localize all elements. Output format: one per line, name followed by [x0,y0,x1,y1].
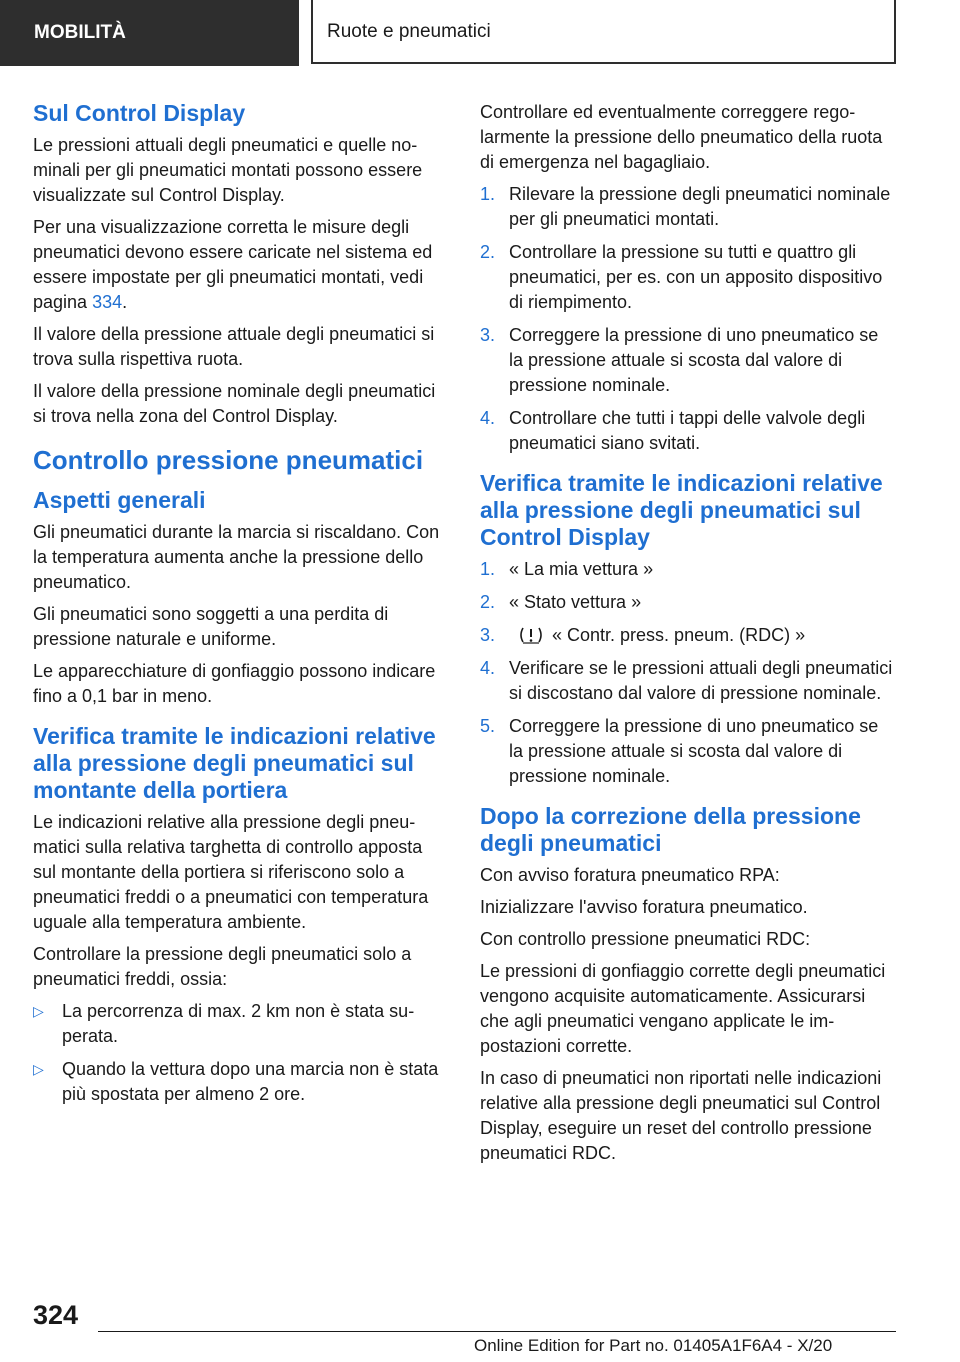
right-column [480,100,894,1173]
heading-verifica-montante: Verifica tramite le indicazioni relative alla pressione degli pneumatici sul montante della portiera [33,723,436,803]
paragraph: Gli pneumatici durante la marcia si riscaldano. Con la temperatura aumenta anche la pressione dello pneumatico. [33,522,440,592]
section-tab: MOBILITÀ [0,0,299,66]
paragraph-text: . [122,292,128,312]
paragraph: Le pressioni attuali degli pneumatici e quelle nominali per gli pneumatici montati possono essere visualizzate sul Control Display. [33,135,423,205]
numbered-list-menu [480,557,894,789]
paragraph: Controllare la pressione degli pneumatici solo a pneumatici freddi, ossia: [33,944,412,989]
paragraph: Controllare ed eventualmente correggere regolarmente la pressione dello pneumatico della ruota di emergenza nel bagagliaio. [480,102,883,172]
edition-label: Online Edition for Part no. 01405A1F6A4 - X/20 [474,1336,833,1355]
list-item: 1. « La mia vettura » [480,559,654,579]
tire-pressure-warning-icon [518,626,544,644]
paragraph: Le pressioni di gonfiaggio corrette degli pneumatici vengono acquisite automaticamente. Assicurarsi che agli pneumatici vengano applicate le impostazioni corrette. [480,961,886,1056]
bullet-list [33,999,447,1107]
left-column [33,100,447,1115]
paragraph: Il valore della pressione attuale degli pneumatici si trova sulla rispettiva ruota. [33,324,435,369]
paragraph-with-link [33,215,447,315]
paragraph: Le apparecchiature di gonfiaggio possono indicare fino a 0,1 bar in meno. [33,661,436,706]
list-item: ▷ La percorrenza di max. 2 km non è stata superata. [33,1001,415,1046]
list-item: 2. « Stato vettura » [480,592,642,612]
chapter-tab: Ruote e pneumatici [311,0,896,64]
heading-dopo-correzione: Dopo la correzione della pressione degli pneumatici [480,803,861,856]
heading-control-display: Sul Control Display [33,100,246,126]
paragraph: Le indicazioni relative alla pressione degli pneumatici sulla relativa targhetta di controllo apposta sul montante della portiera si riferiscono solo a pneumatici freddi o a pneumatici con temperatura uguale alla temperatura ambiente. [33,812,429,932]
list-item: ▷ Quando la vettura dopo una marcia non è stata più spostata per almeno 2 ore. [33,1059,439,1104]
heading-aspetti-generali: Aspetti generali [33,487,206,513]
heading-controllo-pressione: Controllo pressione pneumatici [33,445,424,475]
triangle-bullet-icon: ▷ [33,1061,44,1077]
paragraph: Con avviso foratura pneumatico RPA: [480,865,780,885]
list-item: 1. Rilevare la pressione degli pneumatici nominale per gli pneumatici montati. [480,184,891,229]
list-item: 3. « Contr. press. pneum. (RDC) » [480,625,806,645]
page-reference-link[interactable]: 334 [92,292,123,312]
list-item: 5. Correggere la pressione di uno pneumatico se la pressione attuale si scosta dal valore di pressione nominale. [480,716,879,786]
page-number: 324 [33,1300,79,1330]
paragraph-text: Per una visualizzazione corretta le misure degli pneumatici devono essere caricate nel sistema ed essere impostate per gli pneumatici montati, vedi pagina [33,217,433,312]
paragraph: Con controllo pressione pneumatici RDC: [480,929,811,949]
paragraph: Inizializzare l'avviso foratura pneumatico. [480,897,808,917]
list-item: 4. Verificare se le pressioni attuali degli pneumatici si discostano dal valore di pressione nominale. [480,658,893,703]
list-item: 3. Correggere la pressione di uno pneumatico se la pressione attuale si scosta dal valore di pressione nominale. [480,325,879,395]
paragraph: Gli pneumatici sono soggetti a una perdita di pressione naturale e uniforme. [33,604,389,649]
triangle-bullet-icon: ▷ [33,1003,44,1019]
page-header [0,0,960,66]
list-item: 2. Controllare la pressione su tutti e quattro gli pneumatici, per es. con un apposito dispositivo di riempimento. [480,242,883,312]
paragraph: Il valore della pressione nominale degli pneumatici si trova nella zona del Control Display. [33,381,436,426]
list-item: 4. Controllare che tutti i tappi delle valvole degli pneumatici siano svitati. [480,408,866,453]
numbered-list-steps [480,182,894,456]
footer-divider [98,1331,896,1332]
heading-verifica-display: Verifica tramite le indicazioni relative alla pressione degli pneumatici sul Control Display [480,470,883,550]
paragraph: In caso di pneumatici non riportati nelle indicazioni relative alla pressione degli pneumatici sul Control Display, eseguire un reset del controllo pressione pneumatici RDC. [480,1068,882,1163]
